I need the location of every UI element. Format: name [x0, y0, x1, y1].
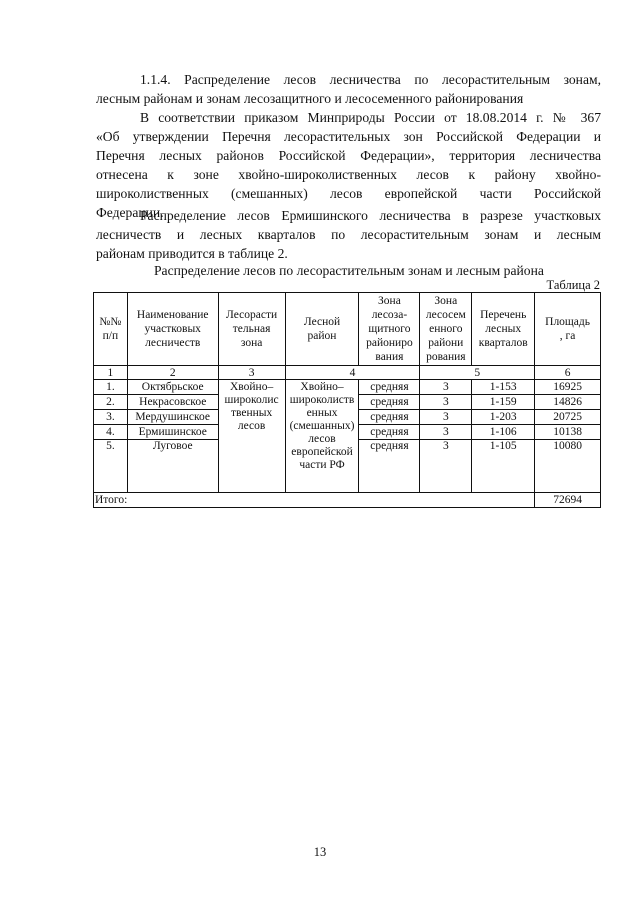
table-number: Таблица 2	[546, 278, 600, 292]
row-name: Мердушинское	[127, 410, 218, 425]
row-quarters: 1-105	[472, 440, 535, 493]
row-no: 2.	[94, 395, 128, 410]
header-no: №№ п/п	[94, 293, 128, 366]
row-quarters: 1-159	[472, 395, 535, 410]
row-seed-zone: 3	[420, 395, 472, 410]
forest-zone-cell: Хвойно– широколис твенных лесов	[218, 380, 285, 493]
header-district-name: Наименование участковых лесничеств	[127, 293, 218, 366]
row-quarters: 1-153	[472, 380, 535, 395]
total-label: Итого:	[94, 493, 219, 508]
row-name: Октябрьское	[127, 380, 218, 395]
total-spacer	[218, 493, 534, 508]
row-protection-zone: средняя	[359, 395, 420, 410]
paragraph-1-line: «Об утверждении Перечня лесорастительных зон Российской Федерации и	[96, 129, 601, 144]
column-number-row	[94, 366, 601, 380]
row-name: Ермишинское	[127, 425, 218, 440]
row-area: 10138	[535, 425, 601, 440]
row-protection-zone: средняя	[359, 380, 420, 395]
row-no: 4.	[94, 425, 128, 440]
row-quarters: 1-106	[472, 425, 535, 440]
paragraph-1-line: широколиственных (смешанных) лесов европейской части Российской	[96, 186, 601, 201]
row-seed-zone: 3	[420, 440, 472, 493]
row-seed-zone: 3	[420, 425, 472, 440]
row-no: 3.	[94, 410, 128, 425]
header-protection-zone: Зона лесоза- щитного райониро вания	[359, 293, 420, 366]
forest-region-cell: Хвойно– широколиств енных (смешанных) лесов европейской части РФ	[285, 380, 359, 493]
row-no: 5.	[94, 440, 128, 493]
paragraph-1-line: Федерации.	[96, 205, 164, 220]
row-seed-zone: 3	[420, 380, 472, 395]
table-caption: Распределение лесов по лесорастительным зонам и лесным района	[154, 263, 544, 278]
page-number: 13	[313, 845, 327, 859]
paragraph-2-line: Распределение лесов Ермишинского лесничества в разрезе участковых	[140, 208, 601, 223]
column-number: 1	[94, 366, 128, 380]
header-forest-region: Лесной район	[285, 293, 359, 366]
forest-distribution-table	[93, 292, 601, 508]
column-number: 5	[420, 366, 535, 380]
row-quarters: 1-203	[472, 410, 535, 425]
row-protection-zone: средняя	[359, 440, 420, 493]
paragraph-2	[96, 206, 601, 263]
table-header-row	[94, 293, 601, 366]
column-number: 6	[535, 366, 601, 380]
heading-line-2: лесным районам и зонам лесозащитного и лесосеменного районирования	[96, 91, 524, 106]
paragraph-2-line: районам приводится в таблице 2.	[96, 246, 288, 261]
row-name: Луговое	[127, 440, 218, 493]
row-area: 16925	[535, 380, 601, 395]
section-heading	[96, 70, 601, 108]
row-protection-zone: средняя	[359, 425, 420, 440]
row-seed-zone: 3	[420, 410, 472, 425]
row-name: Некрасовское	[127, 395, 218, 410]
column-number: 4	[285, 366, 420, 380]
table-total-row	[94, 493, 601, 508]
paragraph-1-line: В соответствии приказом Минприроды России от 18.08.2014 г. № 367	[140, 110, 601, 125]
paragraph-2-line: лесничеств и лесных кварталов по лесорастительным зонам и лесным	[96, 227, 601, 242]
header-forest-zone: Лесорасти тельная зона	[218, 293, 285, 366]
row-area: 20725	[535, 410, 601, 425]
heading-line-1: 1.1.4. Распределение лесов лесничества по лесорастительным зонам,	[140, 72, 601, 87]
row-area: 10080	[535, 440, 601, 493]
total-area: 72694	[535, 493, 601, 508]
column-number: 2	[127, 366, 218, 380]
row-protection-zone: средняя	[359, 410, 420, 425]
column-number: 3	[218, 366, 285, 380]
paragraph-1-line: отнесена к зоне хвойно-широколиственных лесов к району хвойно-	[96, 167, 601, 182]
table-row	[94, 380, 601, 395]
row-no: 1.	[94, 380, 128, 395]
paragraph-1-line: Перечня лесных районов Российской Федерации», территория лесничества	[96, 148, 601, 163]
row-area: 14826	[535, 395, 601, 410]
header-quarters-list: Перечень лесных кварталов	[472, 293, 535, 366]
header-seed-zone: Зона лесосем енного райони рования	[420, 293, 472, 366]
paragraph-1	[96, 108, 601, 222]
header-area: Площадь , га	[535, 293, 601, 366]
